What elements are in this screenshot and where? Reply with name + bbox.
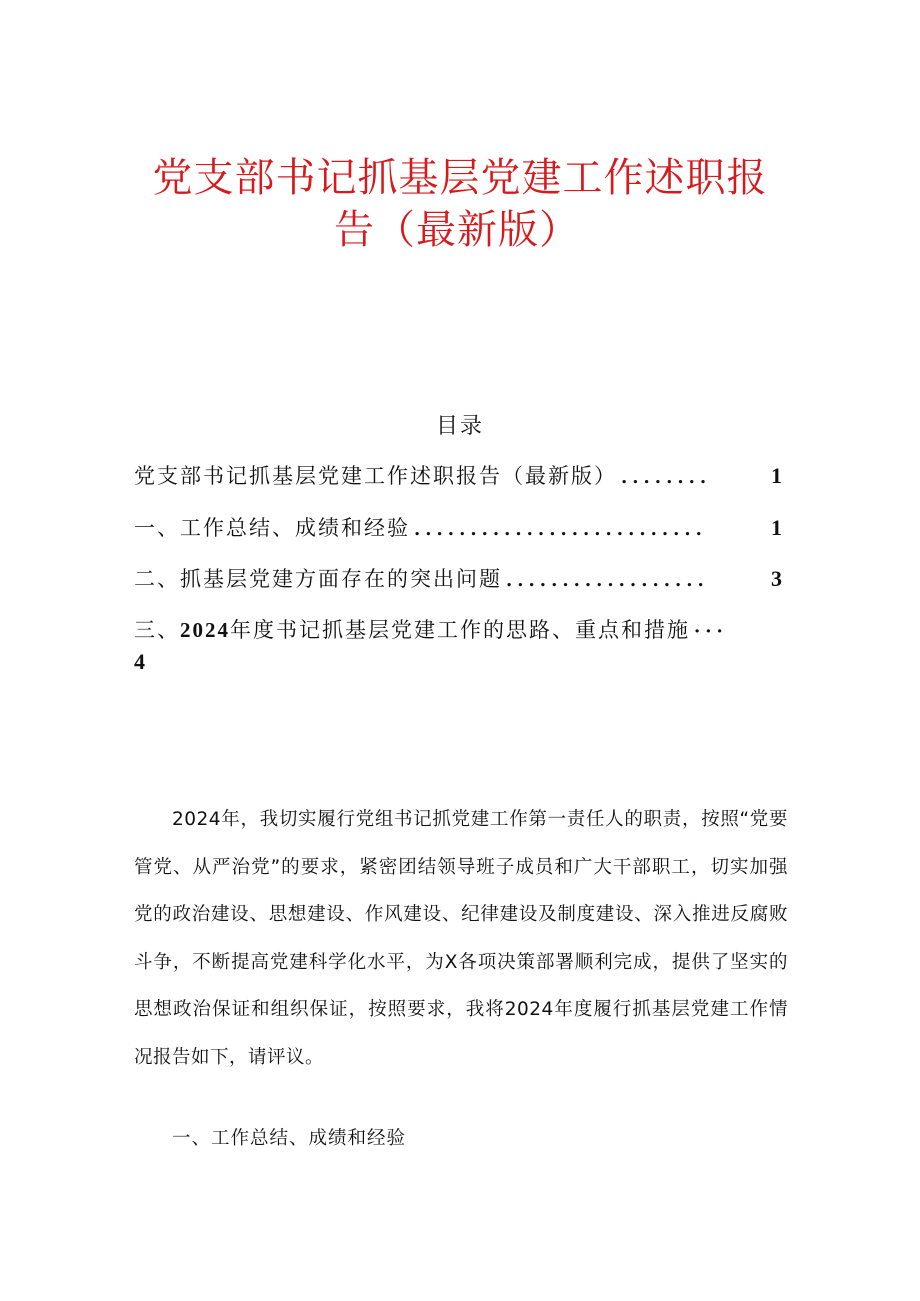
toc-heading: 目录: [435, 414, 484, 439]
toc-item-label: 二、抓基层党建方面存在的突出问题: [134, 567, 502, 591]
toc-page-number[interactable]: 4: [134, 649, 145, 674]
section-heading: 一、工作总结、成绩和经验: [172, 1128, 407, 1149]
document-title-line1: 党支部书记抓基层党建工作述职报: [152, 155, 768, 201]
toc-page-number: 3: [771, 566, 784, 591]
toc-leader-dots: ..................: [506, 570, 709, 591]
toc-item-label: 党支部书记抓基层党建工作述职报告（最新版）: [134, 464, 617, 488]
toc-item[interactable]: [134, 512, 784, 546]
intro-paragraph: 2024年，我切实履行党组书记抓党建工作第一责任人的职责，按照“党要管党、从严治党”的要求，紧密团结领导班子成员和广大干部职工，切实加强党的政治建设、思想建设、作风建设、纪律建设及制度建设、深入推进反腐败斗争，不断提高党建科学化水平，为X各项决策部署顺利完成，提供了坚实的思想政治保证和组织保证，按照要求，我将2024年度履行抓基层党建工作情况报告如下，请评议。: [134, 809, 788, 1068]
toc-item[interactable]: [134, 460, 784, 494]
toc-item-label: 一、工作总结、成绩和经验: [134, 516, 410, 540]
toc-item-label-rest: 年度书记抓基层党建工作的思路、重点和措施: [230, 618, 690, 642]
toc-item[interactable]: [134, 563, 784, 597]
toc-leader-dots: ........: [621, 467, 712, 488]
toc-item-label-year: 2024: [180, 618, 230, 642]
toc-item[interactable]: [134, 614, 784, 648]
toc-item-label-prefix: 三、: [134, 618, 180, 642]
document-title-line2: 告（最新版）: [334, 207, 580, 253]
toc-page-number: 1: [771, 463, 784, 488]
toc-leader-dots: ..........................: [414, 519, 707, 540]
toc-item-label: [134, 614, 690, 644]
toc-page-number: 1: [771, 515, 784, 540]
toc-leader-dots: ···: [694, 621, 728, 642]
